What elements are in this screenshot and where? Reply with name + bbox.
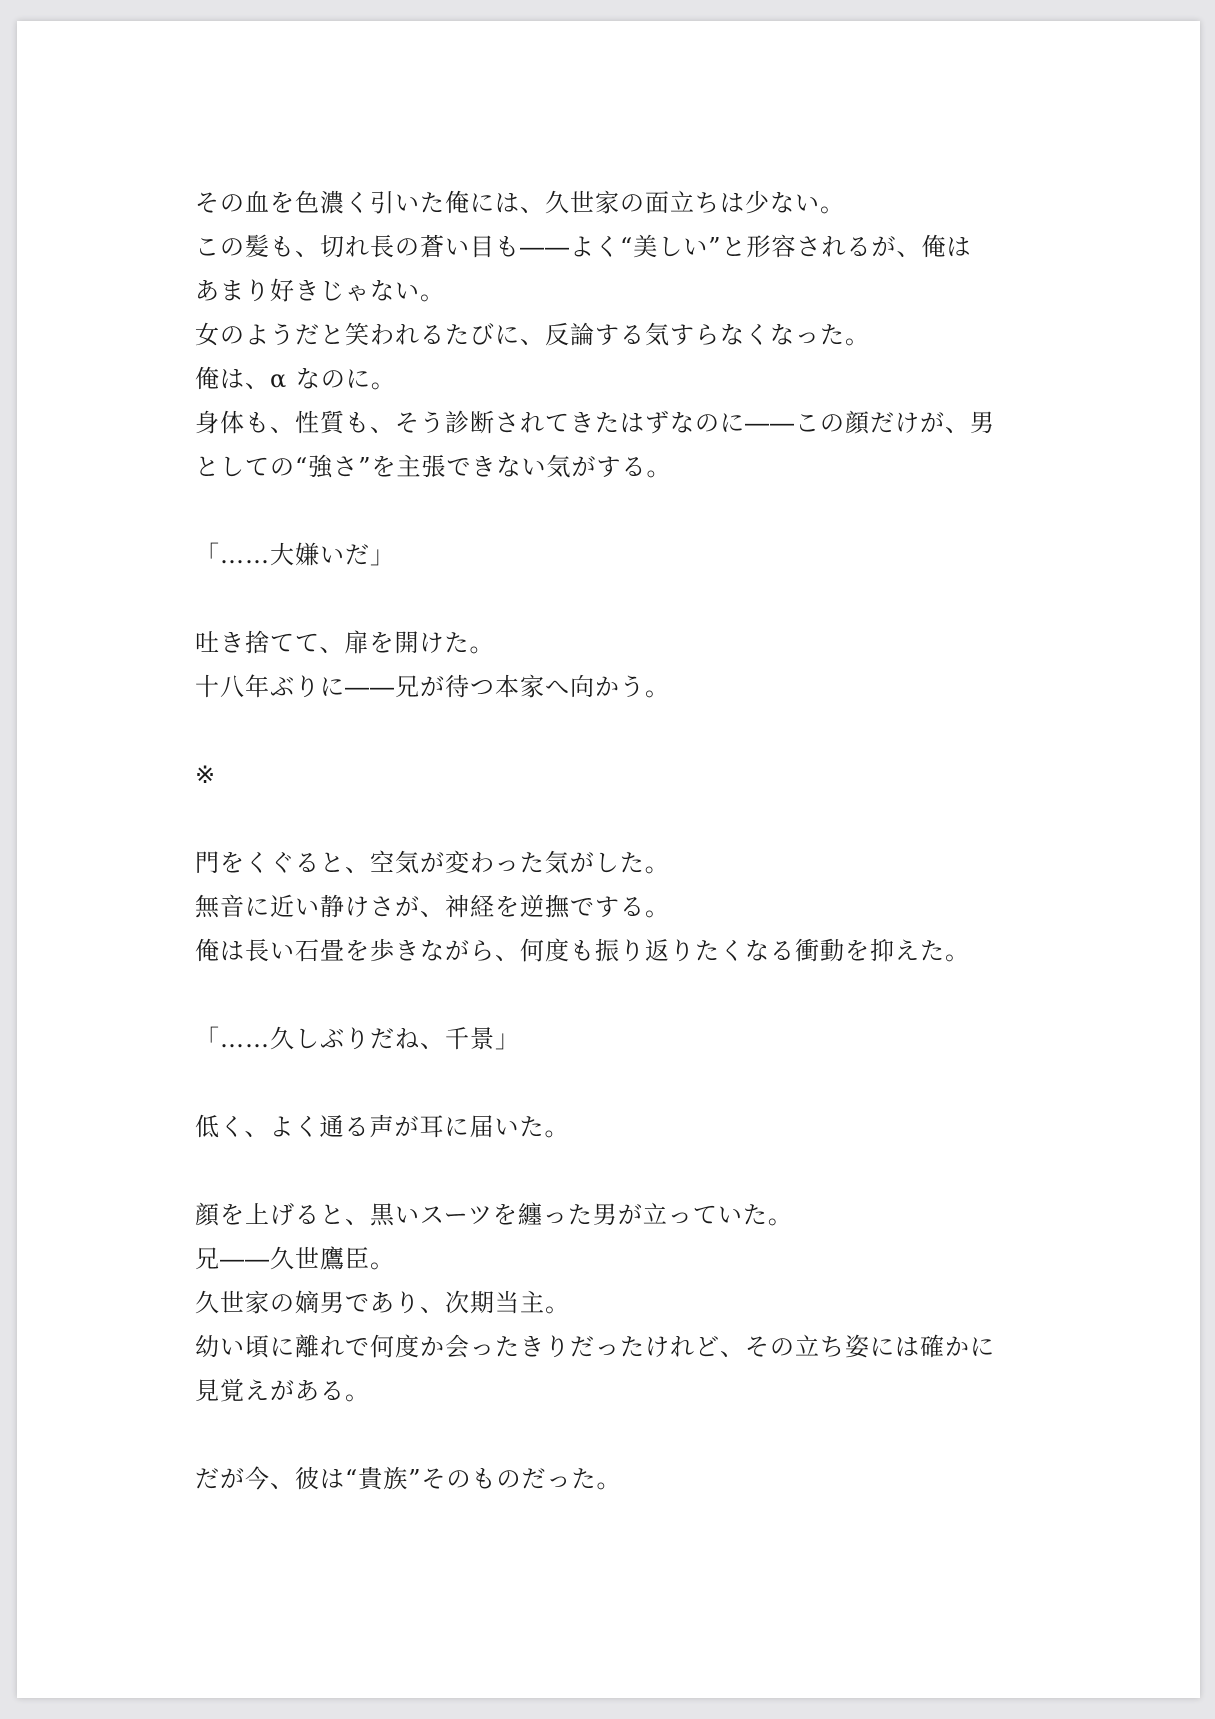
text-line: 顔を上げると、黒いスーツを纏った男が立っていた。 [195,1201,793,1229]
dialogue-line: 「……大嫌いだ」 [195,541,395,569]
dialogue-line: 「……久しぶりだね、千景」 [195,1025,520,1053]
text-line: としての“強さ”を主張できない気がする。 [195,453,672,481]
text-line: 女のようだと笑われるたびに、反論する気すらなくなった。 [195,321,870,349]
text-line: 俺は長い石畳を歩きながら、何度も振り返りたくなる衝動を抑えた。 [195,937,970,965]
text-line: 見覚えがある。 [195,1377,370,1405]
blank-line [195,1149,1055,1193]
blank-line [195,709,1055,753]
text-line: 吐き捨てて、扉を開けた。 [195,629,495,657]
blank-line [195,577,1055,621]
text-line: あまり好きじゃない。 [195,277,445,305]
text-line: 俺は、α なのに。 [195,365,396,393]
text-line: だが今、彼は“貴族”そのものだった。 [195,1465,622,1493]
text-line: 兄――久世鷹臣。 [195,1245,395,1273]
blank-line [195,1061,1055,1105]
text-line: 身体も、性質も、そう診断されてきたはずなのに――この顔だけが、男 [195,409,995,437]
blank-line [195,1413,1055,1457]
text-line: 十八年ぶりに――兄が待つ本家へ向かう。 [195,673,670,701]
text-line: 門をくぐると、空気が変わった気がした。 [195,849,670,877]
blank-line [195,797,1055,841]
scene-break-mark: ※ [195,761,217,789]
document-page [17,21,1200,1698]
text-line: 低く、よく通る声が耳に届いた。 [195,1113,570,1141]
text-line: 久世家の嫡男であり、次期当主。 [195,1289,570,1317]
blank-line [195,973,1055,1017]
text-line: この髪も、切れ長の蒼い目も――よく“美しい”と形容されるが、俺は [195,233,972,261]
body-text [195,181,1055,1501]
text-line: 無音に近い静けさが、神経を逆撫でする。 [195,893,670,921]
text-line: その血を色濃く引いた俺には、久世家の面立ちは少ない。 [195,189,845,217]
text-line: 幼い頃に離れで何度か会ったきりだったけれど、その立ち姿には確かに [195,1333,995,1361]
blank-line [195,489,1055,533]
